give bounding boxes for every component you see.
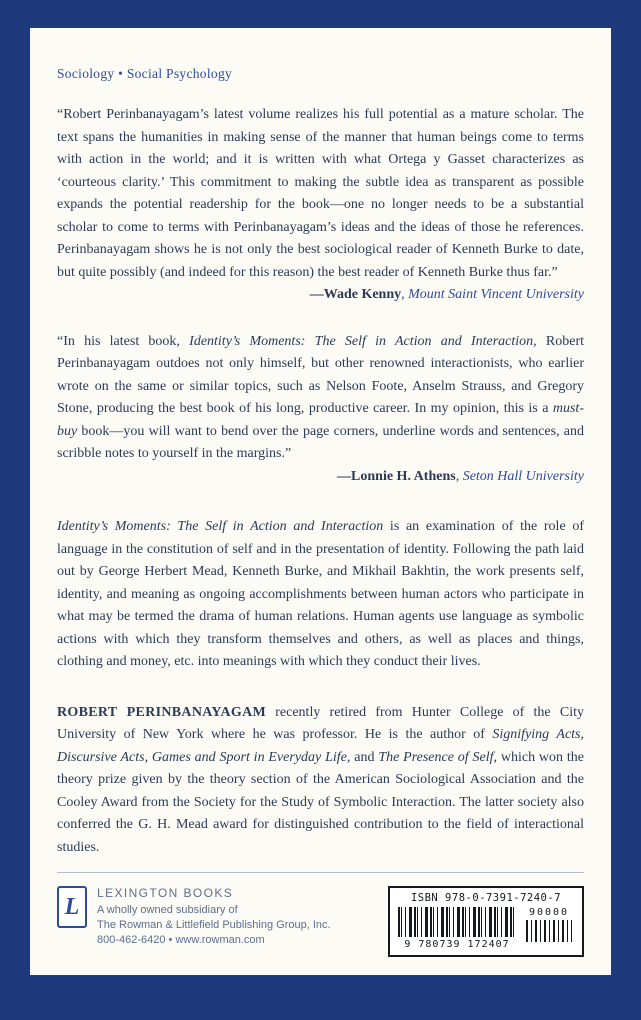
barcode-supplement-bars-icon [526,920,572,942]
author-name: ROBERT PERINBANAYAGAM [57,704,267,720]
review-quote-2-open: “In his latest book, [57,333,190,349]
logo-letter: L [64,893,80,920]
author-bio [57,702,584,860]
lexington-logo-icon [57,886,87,928]
author-works-italic-2: The Presence of Self [378,749,494,765]
reviewer-2-name: —Lonnie H. Athens [337,468,456,484]
publisher-footer [57,872,584,957]
isbn-text: ISBN 978-0-7391-7240-7 [410,892,562,904]
book-description-text: is an examination of the role of language in the constitution of self and in the presentation of identity. Following the path laid out by George Herbert Mead, Kenneth Burke, and Mikhail Bakhtin, the work presents self, identity, and meaning as ongoing accomplishments between human actors who participate in what may be termed the drama of human relations. Human agents use language as symbolic actions with which they transform themselves and others, as well as places and things, clothing and money, etc. into meanings with which they conduct their lives. [57,519,585,669]
footer-divider [57,872,584,873]
reviewer-1-affiliation: , Mount Saint Vincent University [401,287,584,302]
book-title-italic: Identity’s Moments: The Self in Action and Interaction [189,333,534,349]
must-buy-emphasis: must-buy [57,401,584,439]
publisher-contact-line: 800-462-6420 • www.rowman.com [97,934,265,946]
reviewer-1-name: —Wade Kenny [309,287,402,302]
publisher-subsidiary-line-1: A wholly owned subsidiary of [97,904,238,916]
publisher-name: LEXINGTON BOOKS [97,886,234,900]
barcode-bars-icon [398,907,516,937]
barcode [388,886,584,957]
review-quote-1 [57,104,584,307]
reviewer-2-affiliation: , Seton Hall University [455,468,584,484]
cover-page [30,28,611,975]
barcode-digits: 9 780739 172407 [404,939,510,950]
book-description [57,516,584,674]
author-works-italic-1: Signifying Acts, Discursive Acts, Games and Sport in Everyday Life, [57,727,585,765]
review-attribution-1 [310,284,584,307]
author-bio-seg2: and [350,749,379,765]
review-quote-1-text: “Robert Perinbanayagam’s latest volume realizes his full potential as a mature scholar. The text spans the humanities in making sense of the manner that human beings come to terms with action in the world; and it is written with what Ortega y Gasset characterizes as ‘courteous clarity.’ This commitment to making the subtle idea as transparent as possible expands the potential readership for the book—one no longer needs to be a substantial scholar to come to terms with Perinbanayagam’s ideas and the ideas of those he references. Perinbanayagam shows he is not only the best sociological reader of Kenneth Burke to date, but quite possibly (and indeed for this reason) the best reader of Kenneth Burke thus far.” [57,107,584,280]
author-bio-seg3: , which won the theory prize given by the theory section of the American Sociological Association and the Cooley Award from the Society for the Study of Symbolic Interaction. The latter society also conferred the G. H. Mead award for distinguished contribution to the field of interactional studies. [57,749,584,855]
barcode-price-code: 90000 [528,907,570,918]
publisher-block [57,886,331,948]
publisher-subsidiary-line-2: The Rowman & Littlefield Publishing Group, Inc. [97,919,331,931]
review-quote-2-close: book—you will want to bend over the page corners, underline words and sentences, and scribble notes to yourself in the margins.” [57,423,584,461]
author-bio-seg1: recently retired from Hunter College of the City University of New York where he was professor. He is the author of [57,704,584,742]
category-line: Sociology • Social Psychology [57,66,233,81]
review-quote-2-middle: , Robert Perinbanayagam outdoes not only himself, but other renowned interactionists, who earlier wrote on the same or similar topics, such as Nelson Foote, Anselm Strauss, and Gregory Stone, producing the best book of his long, productive career. In my opinion, this is a [57,333,584,416]
book-title-italic: Identity’s Moments: The Self in Action and Interaction [57,519,384,534]
review-quote-2 [57,331,584,466]
review-attribution-2 [57,466,584,489]
